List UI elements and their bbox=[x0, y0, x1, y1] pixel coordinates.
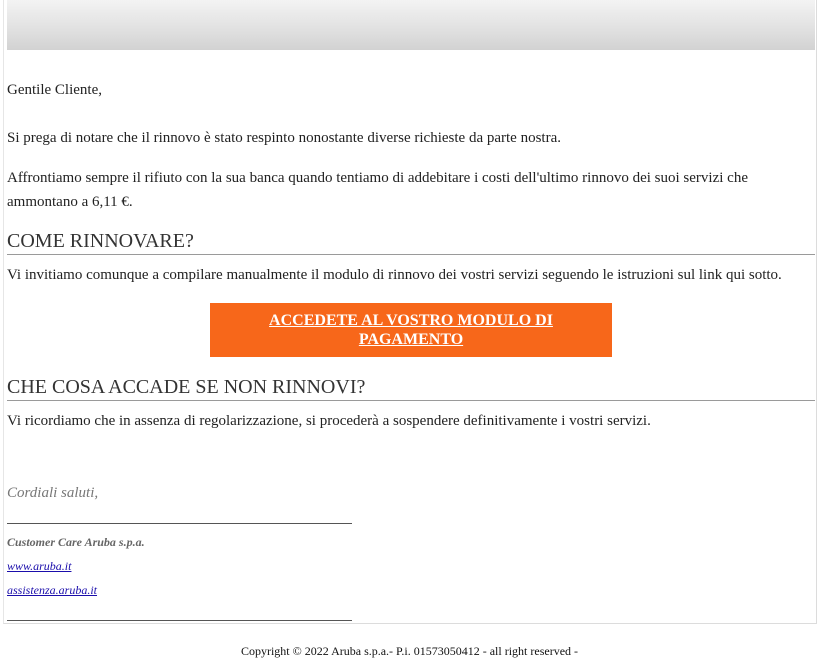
greeting-text: Gentile Cliente, bbox=[7, 82, 102, 98]
rejection-notice-text: Si prega di notare che il rinnovo è stato respinto nonostante diverse richieste da parte nostra. bbox=[7, 130, 561, 146]
header-banner bbox=[7, 0, 815, 50]
suspension-warning-text: Vi ricordiamo che in assenza di regolarizzazione, si procederà a sospendere definitivamente i vostri servizi. bbox=[7, 413, 651, 429]
signature-divider-bottom bbox=[7, 620, 352, 621]
amount-notice-line-1: Affrontiamo sempre il rifiuto con la sua banca quando tentiamo di addebitare i costi dell'ultimo rinnovo dei suoi servizi che bbox=[7, 170, 748, 186]
website-link[interactable]: www.aruba.it bbox=[7, 559, 72, 573]
section-title-what-happens: CHE COSA ACCADE SE NON RINNOVI? bbox=[7, 375, 815, 401]
support-link[interactable]: assistenza.aruba.it bbox=[7, 583, 98, 597]
signature-name: Customer Care Aruba s.p.a. bbox=[7, 535, 145, 549]
signature-divider-top bbox=[7, 523, 352, 524]
amount-notice-text bbox=[7, 166, 807, 214]
amount-notice-line-2: ammontano a 6,11 €. bbox=[7, 194, 133, 210]
renew-instructions-text: Vi invitiamo comunque a compilare manualmente il modulo di rinnovo dei vostri servizi seguendo le istruzioni sul link qui sotto. bbox=[7, 267, 782, 283]
closing-text: Cordiali saluti, bbox=[7, 485, 99, 501]
payment-form-button[interactable] bbox=[210, 303, 612, 357]
section-title-how-to-renew: COME RINNOVARE? bbox=[7, 229, 815, 255]
footer-copyright: Copyright © 2022 Aruba s.p.a.- P.i. 01573050412 - all right reserved - bbox=[240, 644, 579, 658]
payment-form-link[interactable]: ACCEDETE AL VOSTRO MODULO DI PAGAMENTO bbox=[269, 312, 553, 348]
